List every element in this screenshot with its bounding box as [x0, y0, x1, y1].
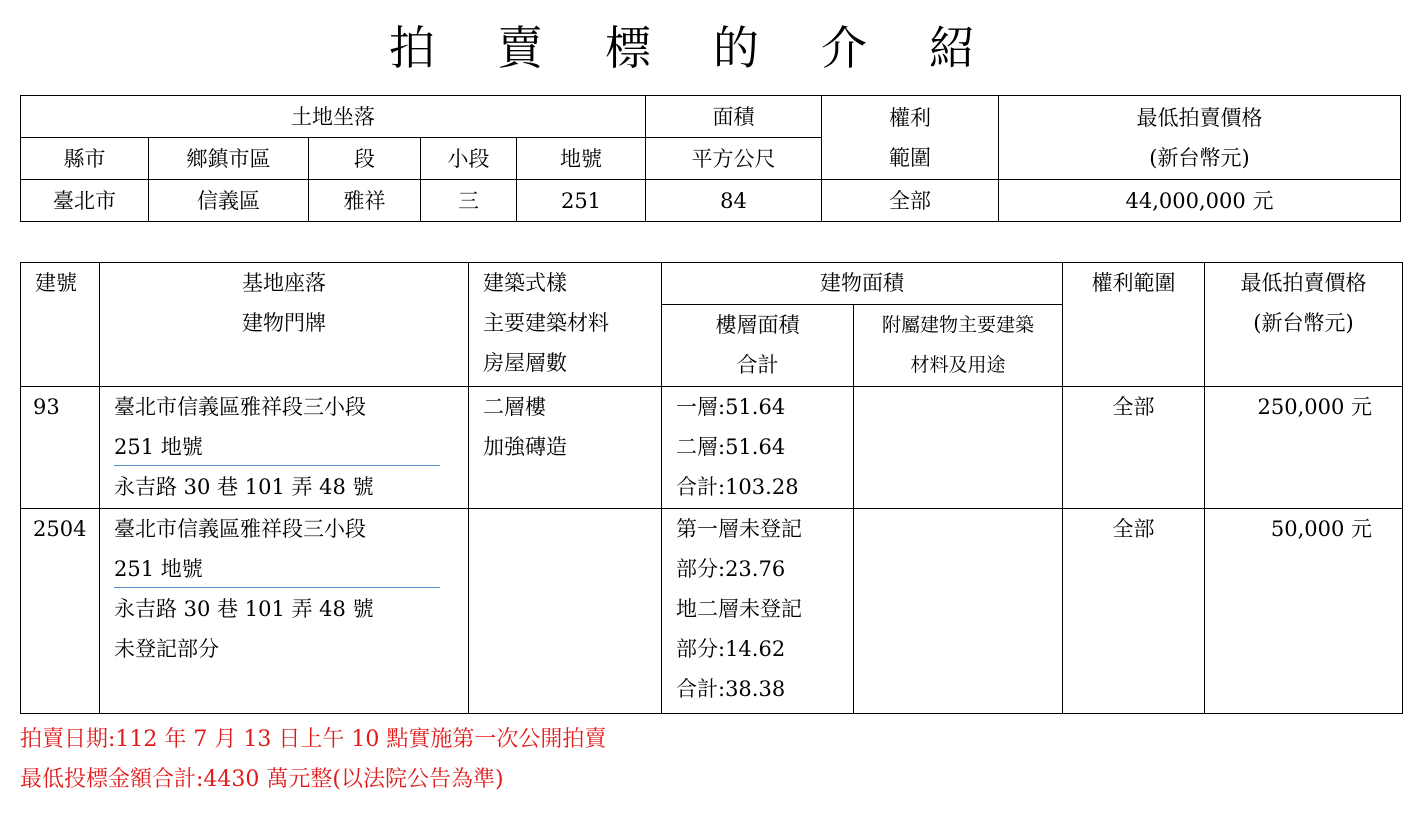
building-price-header-line2: (新台幣元) — [1253, 311, 1354, 335]
building-attach-header-line2: 材料及用途 — [910, 354, 1006, 376]
building-attach-header-line1: 附屬建物主要建築 — [881, 314, 1034, 336]
building-base — [100, 509, 469, 714]
building-price: 250,000 元 — [1205, 387, 1403, 509]
land-col-county: 縣市 — [21, 138, 149, 180]
building-floor-header — [662, 305, 854, 387]
building-no: 93 — [21, 387, 100, 509]
land-subsection: 三 — [421, 180, 517, 222]
land-price-header-line2: (新台幣元) — [1149, 145, 1250, 170]
building-style-header-line1: 建築式樣 — [483, 271, 567, 295]
building-base-line4: 未登記部分 — [114, 637, 219, 661]
land-table — [20, 95, 1401, 222]
building-base-line2: 251 地號 — [114, 551, 440, 588]
building-row — [21, 387, 1403, 509]
building-floor-line1: 第一層未登記 — [676, 517, 802, 541]
building-rights: 全部 — [1063, 509, 1205, 714]
building-price: 50,000 元 — [1205, 509, 1403, 714]
building-no-header: 建號 — [21, 263, 100, 387]
land-price: 44,000,000 元 — [999, 180, 1401, 222]
building-floor-line4: 部分:14.62 — [676, 637, 786, 661]
building-base-line3: 永吉路 30 巷 101 弄 48 號 — [114, 475, 374, 499]
building-attach-header — [854, 305, 1063, 387]
land-lot: 251 — [517, 180, 646, 222]
building-base — [100, 387, 469, 509]
land-area: 84 — [646, 180, 822, 222]
page-title: 拍賣標的介紹 — [389, 21, 1037, 75]
land-data-row — [21, 180, 1401, 222]
total-bid-note: 最低投標金額合計:4430 萬元整(以法院公告為準) — [20, 767, 504, 792]
building-table — [20, 262, 1403, 714]
building-attach — [854, 509, 1063, 714]
building-base-header — [100, 263, 469, 387]
auction-date-note: 拍賣日期:112 年 7 月 13 日上午 10 點實施第一次公開拍賣 — [20, 727, 607, 752]
building-floor-line2: 部分:23.76 — [676, 557, 786, 581]
building-area-header: 建物面積 — [662, 263, 1063, 305]
land-col-subsection: 小段 — [421, 138, 517, 180]
building-floor-line3: 合計:103.28 — [676, 475, 799, 499]
building-no: 2504 — [21, 509, 100, 714]
land-section: 雅祥 — [309, 180, 421, 222]
building-style-header-line2: 主要建築材料 — [483, 311, 609, 335]
building-rights: 全部 — [1063, 387, 1205, 509]
land-col-lot: 地號 — [517, 138, 646, 180]
building-style-line2: 加強磚造 — [483, 435, 567, 459]
building-floor-header-line1: 樓層面積 — [715, 313, 800, 337]
land-col-township: 鄉鎮市區 — [149, 138, 309, 180]
land-township: 信義區 — [149, 180, 309, 222]
building-floor-line2: 二層:51.64 — [676, 435, 786, 459]
land-header-row-1 — [21, 96, 1401, 138]
building-floor — [662, 387, 854, 509]
building-style-line1: 二層樓 — [483, 395, 546, 419]
land-col-section: 段 — [309, 138, 421, 180]
building-floor-header-line2: 合計 — [736, 353, 779, 377]
building-floor — [662, 509, 854, 714]
building-attach — [854, 387, 1063, 509]
building-header-row-1 — [21, 263, 1403, 305]
land-rights-header-line1: 權利 — [889, 105, 931, 130]
building-floor-line1: 一層:51.64 — [676, 395, 786, 419]
building-style — [469, 387, 662, 509]
building-floor-line5: 合計:38.38 — [676, 677, 786, 701]
building-price-header-line1: 最低拍賣價格 — [1240, 271, 1367, 295]
land-col-area-unit: 平方公尺 — [646, 138, 822, 180]
building-base-line1: 臺北市信義區雅祥段三小段 — [114, 395, 366, 419]
building-base-header-line1: 基地座落 — [242, 271, 326, 295]
land-rights-header-line2: 範圍 — [889, 145, 931, 170]
building-price-header — [1205, 263, 1403, 387]
building-base-line1: 臺北市信義區雅祥段三小段 — [114, 517, 366, 541]
building-base-line3: 永吉路 30 巷 101 弄 48 號 — [114, 597, 374, 621]
building-style — [469, 509, 662, 714]
land-area-header: 面積 — [646, 96, 822, 138]
land-price-header-line1: 最低拍賣價格 — [1136, 105, 1263, 130]
land-location-header: 土地坐落 — [21, 96, 646, 138]
land-rights-header — [822, 96, 999, 180]
building-base-header-line2: 建物門牌 — [242, 311, 326, 335]
building-style-header-line3: 房屋層數 — [483, 351, 567, 375]
land-county: 臺北市 — [21, 180, 149, 222]
building-base-line2: 251 地號 — [114, 429, 440, 466]
building-row — [21, 509, 1403, 714]
land-price-header — [999, 96, 1401, 180]
land-rights: 全部 — [822, 180, 999, 222]
building-rights-header: 權利範圍 — [1063, 263, 1205, 387]
building-style-header — [469, 263, 662, 387]
building-floor-line3: 地二層未登記 — [676, 597, 802, 621]
